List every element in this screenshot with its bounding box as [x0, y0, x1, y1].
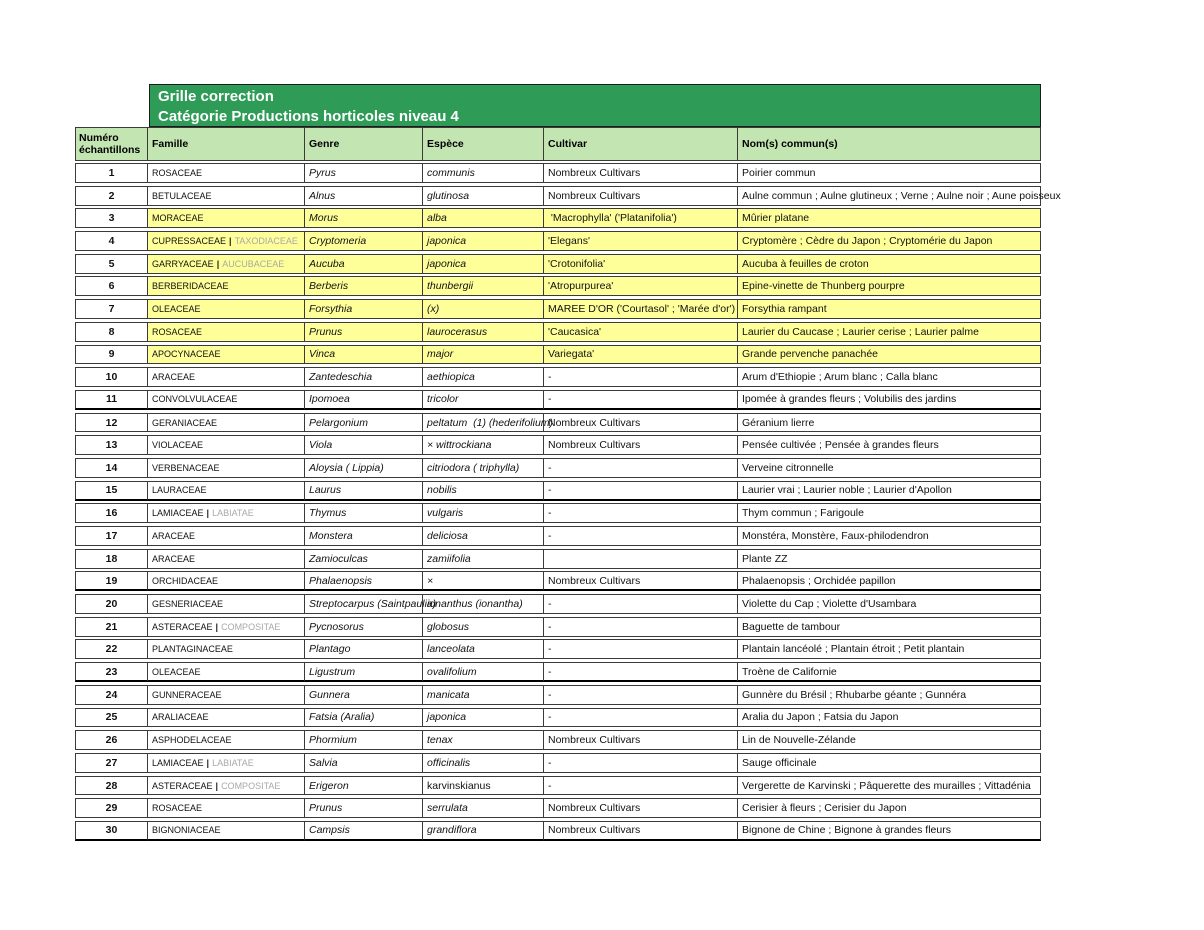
cell-cultivar: Nombreux Cultivars: [544, 413, 738, 433]
table-row: [75, 276, 1041, 296]
famille-primary: ASPHODELACEAE: [152, 735, 232, 746]
cell-genre: Viola: [305, 435, 423, 455]
famille-separator: |: [206, 508, 210, 519]
famille-primary: OLEACEAE: [152, 666, 201, 677]
table-header-row: [75, 127, 1041, 161]
table-row: [75, 708, 1041, 728]
cell-cultivar: -: [544, 617, 738, 637]
col-header-noms: Nom(s) commun(s): [738, 127, 1041, 161]
cell-espece: grandiflora: [423, 821, 544, 841]
cell-famille: [148, 276, 305, 296]
cell-numero: 28: [75, 776, 148, 796]
cell-noms-communs: Cryptomère ; Cèdre du Japon ; Cryptomérie du Japon: [738, 231, 1041, 251]
cell-famille: [148, 798, 305, 818]
cell-famille: [148, 231, 305, 251]
cell-espece: major: [423, 345, 544, 365]
cell-espece: ovalifolium: [423, 662, 544, 682]
cell-genre: Monstera: [305, 526, 423, 546]
cell-espece: japonica: [423, 231, 544, 251]
cell-genre: Streptocarpus (Saintpaulia): [305, 594, 423, 614]
cell-cultivar: -: [544, 662, 738, 682]
table-row: [75, 617, 1041, 637]
cell-famille: [148, 776, 305, 796]
table-row: [75, 753, 1041, 773]
cell-numero: 24: [75, 685, 148, 705]
cell-numero: 3: [75, 208, 148, 228]
cell-noms-communs: Forsythia rampant: [738, 299, 1041, 319]
cell-cultivar: -: [544, 367, 738, 387]
cell-noms-communs: Géranium lierre: [738, 413, 1041, 433]
cell-noms-communs: Epine-vinette de Thunberg pourpre: [738, 276, 1041, 296]
table-row: [75, 390, 1041, 410]
cell-espece: zamiifolia: [423, 549, 544, 569]
cell-numero: 25: [75, 708, 148, 728]
cell-espece: tenax: [423, 730, 544, 750]
cell-famille: [148, 254, 305, 274]
cell-famille: [148, 458, 305, 478]
cell-noms-communs: Aucuba à feuilles de croton: [738, 254, 1041, 274]
cell-genre: Forsythia: [305, 299, 423, 319]
cell-cultivar: 'Crotonifolia': [544, 254, 738, 274]
cell-noms-communs: Poirier commun: [738, 163, 1041, 183]
cell-genre: Campsis: [305, 821, 423, 841]
famille-primary: ROSACEAE: [152, 803, 203, 814]
cell-noms-communs: Thym commun ; Farigoule: [738, 503, 1041, 523]
cell-famille: [148, 503, 305, 523]
cell-famille: [148, 435, 305, 455]
table-row: [75, 481, 1041, 501]
cell-famille: [148, 345, 305, 365]
famille-primary: APOCYNACEAE: [152, 349, 221, 360]
cell-numero: 13: [75, 435, 148, 455]
table-row: [75, 435, 1041, 455]
cell-numero: 15: [75, 481, 148, 501]
table-row: [75, 231, 1041, 251]
table-row: [75, 821, 1041, 841]
table-row: [75, 571, 1041, 591]
cell-genre: Phormium: [305, 730, 423, 750]
famille-primary: ASTERACEAE: [152, 621, 213, 632]
famille-primary: LAURACEAE: [152, 485, 207, 496]
famille-primary: OLEACEAE: [152, 304, 201, 315]
cell-cultivar: -: [544, 390, 738, 410]
cell-numero: 6: [75, 276, 148, 296]
table-body: [75, 163, 1061, 841]
cell-numero: 16: [75, 503, 148, 523]
cell-numero: 2: [75, 186, 148, 206]
table-row: [75, 163, 1041, 183]
cell-genre: Erigeron: [305, 776, 423, 796]
cell-numero: 18: [75, 549, 148, 569]
table-row: [75, 730, 1041, 750]
cell-famille: [148, 186, 305, 206]
famille-synonym: TAXODIACEAE: [234, 236, 298, 246]
famille-primary: GARRYACEAE: [152, 258, 214, 269]
cell-espece: alba: [423, 208, 544, 228]
cell-noms-communs: Aralia du Japon ; Fatsia du Japon: [738, 708, 1041, 728]
cell-espece: japonica: [423, 708, 544, 728]
cell-cultivar: Nombreux Cultivars: [544, 186, 738, 206]
cell-genre: Pycnosorus: [305, 617, 423, 637]
cell-numero: 26: [75, 730, 148, 750]
cell-famille: [148, 526, 305, 546]
famille-primary: CONVOLVULACEAE: [152, 394, 238, 405]
cell-cultivar: 'Caucasica': [544, 322, 738, 342]
cell-espece: tricolor: [423, 390, 544, 410]
cell-cultivar: [544, 549, 738, 569]
famille-primary: ARACEAE: [152, 530, 196, 541]
cell-numero: 23: [75, 662, 148, 682]
cell-cultivar: Nombreux Cultivars: [544, 730, 738, 750]
cell-noms-communs: Monstéra, Monstère, Faux-philodendron: [738, 526, 1041, 546]
cell-numero: 8: [75, 322, 148, 342]
cell-famille: [148, 662, 305, 682]
cell-cultivar: -: [544, 685, 738, 705]
table-row: [75, 299, 1041, 319]
famille-separator: |: [229, 236, 232, 246]
cell-noms-communs: Violette du Cap ; Violette d'Usambara: [738, 594, 1041, 614]
cell-genre: Zantedeschia: [305, 367, 423, 387]
cell-genre: Prunus: [305, 322, 423, 342]
cell-numero: 12: [75, 413, 148, 433]
cell-numero: 10: [75, 367, 148, 387]
famille-primary: BIGNONIACEAE: [152, 825, 221, 836]
famille-primary: GESNERIACEAE: [152, 599, 224, 609]
famille-synonym: LABIATAE: [212, 757, 254, 768]
cell-famille: [148, 639, 305, 659]
table-row: [75, 662, 1041, 682]
famille-primary: VERBENACEAE: [152, 462, 220, 473]
cell-genre: Gunnera: [305, 685, 423, 705]
cell-genre: Pelargonium: [305, 413, 423, 433]
famille-primary: VIOLACEAE: [152, 440, 204, 451]
cell-numero: 29: [75, 798, 148, 818]
famille-primary: GUNNERACEAE: [152, 689, 222, 700]
famille-primary: GERANIACEAE: [152, 417, 218, 428]
cell-famille: [148, 708, 305, 728]
famille-primary: ROSACEAE: [152, 167, 203, 178]
cell-noms-communs: Aulne commun ; Aulne glutineux ; Verne ; Aulne noir ; Aune poisseux: [738, 186, 1041, 206]
cell-famille: [148, 390, 305, 410]
cell-espece: officinalis: [423, 753, 544, 773]
cell-numero: 7: [75, 299, 148, 319]
cell-noms-communs: Laurier du Caucase ; Laurier cerise ; Laurier palme: [738, 322, 1041, 342]
famille-primary: LAMIACEAE: [152, 757, 204, 768]
cell-genre: Thymus: [305, 503, 423, 523]
famille-synonym: LABIATAE: [212, 508, 254, 519]
cell-noms-communs: Lin de Nouvelle-Zélande: [738, 730, 1041, 750]
cell-genre: Alnus: [305, 186, 423, 206]
cell-cultivar: -: [544, 594, 738, 614]
famille-separator: |: [215, 780, 219, 791]
cell-genre: Ligustrum: [305, 662, 423, 682]
cell-genre: Zamioculcas: [305, 549, 423, 569]
cell-genre: Prunus: [305, 798, 423, 818]
cell-espece: karvinskianus: [423, 776, 544, 796]
cell-genre: Plantago: [305, 639, 423, 659]
cell-cultivar: 'Macrophylla' ('Platanifolia'): [544, 208, 738, 228]
table-row: [75, 549, 1041, 569]
cell-espece: japonica: [423, 254, 544, 274]
sheet-title-line2: Catégorie Productions horticoles niveau 4: [158, 107, 459, 125]
col-header-genre: Genre: [305, 127, 423, 161]
col-header-cultivar: Cultivar: [544, 127, 738, 161]
cell-genre: Laurus: [305, 481, 423, 501]
col-header-famille: Famille: [148, 127, 305, 161]
table-row: [75, 798, 1041, 818]
cell-espece: peltatum (1) (hederifolium): [423, 413, 544, 433]
cell-cultivar: -: [544, 708, 738, 728]
famille-primary: MORACEAE: [152, 213, 204, 224]
table-row: [75, 526, 1041, 546]
cell-numero: 22: [75, 639, 148, 659]
cell-noms-communs: Troène de Californie: [738, 662, 1041, 682]
cell-genre: Pyrus: [305, 163, 423, 183]
cell-noms-communs: Ipomée à grandes fleurs ; Volubilis des jardins: [738, 390, 1041, 410]
cell-noms-communs: Bignone de Chine ; Bignone à grandes fleurs: [738, 821, 1041, 841]
cell-espece: lanceolata: [423, 639, 544, 659]
cell-famille: [148, 413, 305, 433]
cell-genre: Cryptomeria: [305, 231, 423, 251]
table-row: [75, 345, 1041, 365]
cell-genre: Berberis: [305, 276, 423, 296]
famille-separator: |: [215, 621, 219, 632]
famille-primary: BETULACEAE: [152, 190, 212, 201]
cell-famille: [148, 163, 305, 183]
cell-numero: 11: [75, 390, 148, 410]
cell-cultivar: -: [544, 753, 738, 773]
famille-synonym: AUCUBACEAE: [222, 258, 285, 269]
table-row: [75, 413, 1041, 433]
cell-cultivar: Nombreux Cultivars: [544, 798, 738, 818]
cell-famille: [148, 299, 305, 319]
cell-cultivar: Nombreux Cultivars: [544, 821, 738, 841]
cell-cultivar: -: [544, 639, 738, 659]
cell-espece: manicata: [423, 685, 544, 705]
cell-cultivar: MAREE D'OR ('Courtasol' ; 'Marée d'or'): [544, 299, 738, 319]
famille-primary: ARACEAE: [152, 553, 196, 564]
table-row: [75, 594, 1041, 614]
famille-primary: PLANTAGINACEAE: [152, 644, 233, 655]
cell-famille: [148, 549, 305, 569]
cell-espece: vulgaris: [423, 503, 544, 523]
cell-famille: [148, 730, 305, 750]
famille-separator: |: [216, 258, 220, 269]
cell-numero: 17: [75, 526, 148, 546]
cell-espece: thunbergii: [423, 276, 544, 296]
cell-cultivar: 'Atropurpurea': [544, 276, 738, 296]
cell-noms-communs: Plantain lancéolé ; Plantain étroit ; Petit plantain: [738, 639, 1041, 659]
cell-numero: 14: [75, 458, 148, 478]
famille-primary: ARACEAE: [152, 372, 196, 383]
famille-separator: |: [206, 757, 210, 768]
cell-espece: nobilis: [423, 481, 544, 501]
cell-cultivar: Nombreux Cultivars: [544, 571, 738, 591]
cell-famille: [148, 322, 305, 342]
table-row: [75, 458, 1041, 478]
cell-genre: Morus: [305, 208, 423, 228]
cell-genre: Fatsia (Aralia): [305, 708, 423, 728]
cell-noms-communs: Verveine citronnelle: [738, 458, 1041, 478]
famille-primary: ORCHIDACEAE: [152, 575, 219, 586]
cell-famille: [148, 367, 305, 387]
cell-noms-communs: Grande pervenche panachée: [738, 345, 1041, 365]
cell-espece: ionanthus (ionantha): [423, 594, 544, 614]
cell-espece: laurocerasus: [423, 322, 544, 342]
cell-genre: Salvia: [305, 753, 423, 773]
table-row: [75, 186, 1061, 206]
cell-cultivar: -: [544, 526, 738, 546]
cell-numero: 20: [75, 594, 148, 614]
cell-noms-communs: Sauge officinale: [738, 753, 1041, 773]
cell-numero: 1: [75, 163, 148, 183]
table-row: [75, 367, 1041, 387]
famille-primary: ARALIACEAE: [152, 712, 209, 723]
cell-genre: Phalaenopsis: [305, 571, 423, 591]
famille-synonym: COMPOSITAE: [221, 621, 281, 632]
cell-famille: [148, 685, 305, 705]
cell-cultivar: -: [544, 776, 738, 796]
cell-numero: 27: [75, 753, 148, 773]
cell-numero: 4: [75, 231, 148, 251]
table-row: [75, 208, 1041, 228]
cell-cultivar: Variegata': [544, 345, 738, 365]
cell-espece: (x): [423, 299, 544, 319]
table-row: [75, 322, 1041, 342]
cell-genre: Aucuba: [305, 254, 423, 274]
cell-genre: Aloysia ( Lippia): [305, 458, 423, 478]
cell-numero: 9: [75, 345, 148, 365]
cell-noms-communs: Laurier vrai ; Laurier noble ; Laurier d'Apollon: [738, 481, 1041, 501]
cell-famille: [148, 617, 305, 637]
cell-noms-communs: Cerisier à fleurs ; Cerisier du Japon: [738, 798, 1041, 818]
cell-espece: × wittrockiana: [423, 435, 544, 455]
cell-noms-communs: Phalaenopsis ; Orchidée papillon: [738, 571, 1041, 591]
cell-famille: [148, 594, 305, 614]
cell-noms-communs: Plante ZZ: [738, 549, 1041, 569]
table-row: [75, 776, 1041, 796]
sheet-title-banner: [149, 84, 1041, 127]
cell-espece: deliciosa: [423, 526, 544, 546]
sheet-title-line1: Grille correction: [158, 88, 274, 105]
cell-famille: [148, 753, 305, 773]
cell-numero: 30: [75, 821, 148, 841]
cell-noms-communs: Pensée cultivée ; Pensée à grandes fleurs: [738, 435, 1041, 455]
cell-genre: Vinca: [305, 345, 423, 365]
cell-espece: aethiopica: [423, 367, 544, 387]
cell-famille: [148, 481, 305, 501]
cell-cultivar: Nombreux Cultivars: [544, 435, 738, 455]
col-header-numero: Numéro échantillons: [75, 127, 148, 161]
table-row: [75, 685, 1041, 705]
cell-numero: 5: [75, 254, 148, 274]
famille-primary: ASTERACEAE: [152, 780, 213, 791]
cell-espece: globosus: [423, 617, 544, 637]
cell-cultivar: -: [544, 503, 738, 523]
cell-espece: citriodora ( triphylla): [423, 458, 544, 478]
cell-noms-communs: Baguette de tambour: [738, 617, 1041, 637]
cell-espece: ×: [423, 571, 544, 591]
col-header-espece: Espèce: [423, 127, 544, 161]
table-row: [75, 503, 1041, 523]
famille-primary: LAMIACEAE: [152, 508, 204, 519]
table-row: [75, 639, 1041, 659]
correction-table: [75, 127, 1061, 844]
famille-primary: BERBERIDACEAE: [152, 281, 229, 292]
cell-espece: communis: [423, 163, 544, 183]
famille-synonym: COMPOSITAE: [221, 780, 281, 791]
famille-primary: CUPRESSACEAE: [152, 236, 227, 246]
cell-cultivar: -: [544, 481, 738, 501]
cell-espece: serrulata: [423, 798, 544, 818]
cell-famille: [148, 208, 305, 228]
cell-noms-communs: Vergerette de Karvinski ; Pâquerette des murailles ; Vittadénia: [738, 776, 1041, 796]
cell-famille: [148, 821, 305, 841]
cell-cultivar: 'Elegans': [544, 231, 738, 251]
cell-espece: glutinosa: [423, 186, 544, 206]
cell-noms-communs: Mûrier platane: [738, 208, 1041, 228]
cell-genre: Ipomoea: [305, 390, 423, 410]
cell-famille: [148, 571, 305, 591]
cell-numero: 19: [75, 571, 148, 591]
cell-cultivar: Nombreux Cultivars: [544, 163, 738, 183]
cell-cultivar: -: [544, 458, 738, 478]
famille-primary: ROSACEAE: [152, 326, 203, 337]
cell-numero: 21: [75, 617, 148, 637]
table-row: [75, 254, 1041, 274]
cell-noms-communs: Gunnère du Brésil ; Rhubarbe géante ; Gunnéra: [738, 685, 1041, 705]
cell-noms-communs: Arum d'Ethiopie ; Arum blanc ; Calla blanc: [738, 367, 1041, 387]
